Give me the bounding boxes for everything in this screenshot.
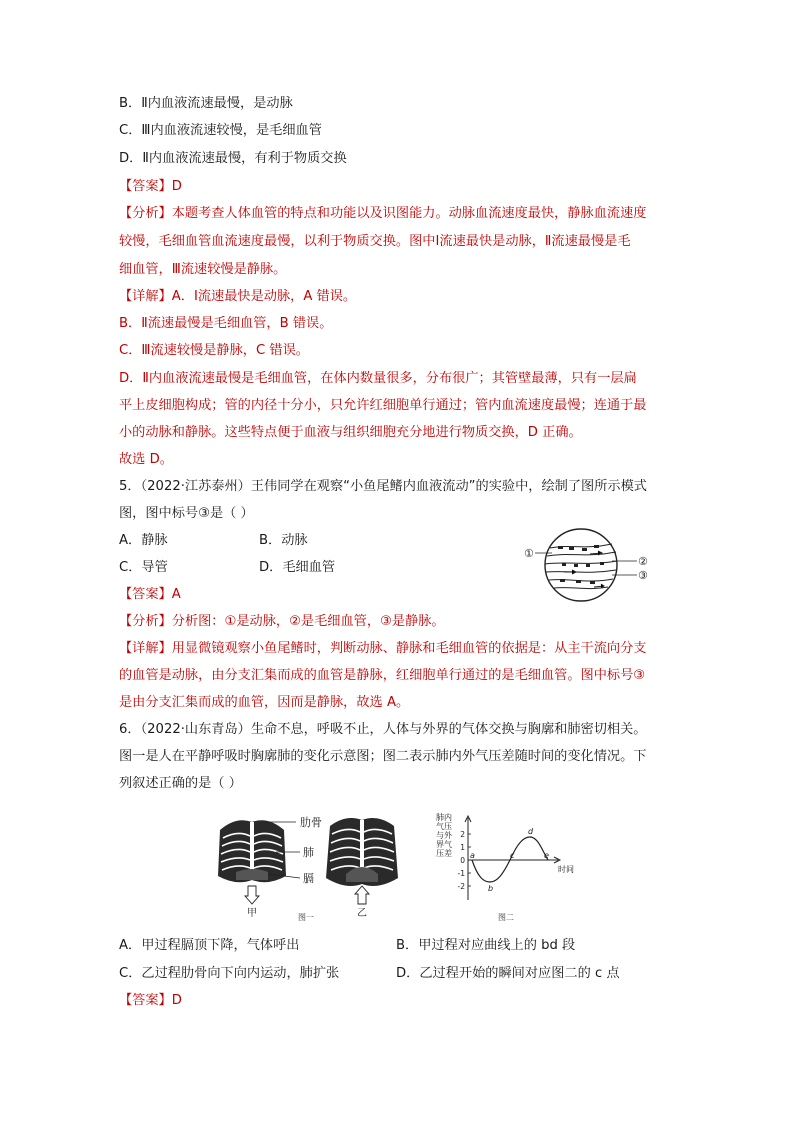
q5-analysis: 【分析】分析图：①是动脉，②是毛细血管，③是静脉。 xyxy=(119,614,445,629)
q5-stem-line-2: 图，图中标号③是（ ） xyxy=(119,506,254,521)
label-2: ② xyxy=(638,555,648,568)
q5-option-b: B．动脉 xyxy=(259,533,308,548)
q4-analysis-line-2: 较慢，毛细血管血流速度最慢，以利于物质交换。图中Ⅰ流速最快是动脉，Ⅱ流速最慢是毛 xyxy=(119,234,631,249)
q5-detail-line-1: 【详解】用显微镜观察小鱼尾鳍时，判断动脉、静脉和毛细血管的依据是：从主干流向分支 xyxy=(119,641,647,656)
q5-detail-line-2: 的血管是动脉，由分支汇集而成的血管是静脉，红细胞单行通过的是毛细血管。图中标号③ xyxy=(119,668,646,683)
q6-option-b: B．甲过程对应曲线上的 bd 段 xyxy=(396,938,576,953)
ribcage-yi xyxy=(326,818,398,904)
ylabel-5: 压差 xyxy=(436,849,452,858)
ylabel-4: 界气 xyxy=(436,840,452,849)
q6-option-d: D．乙过程开始的瞬间对应图二的 c 点 xyxy=(396,966,620,981)
ribcage-jia xyxy=(218,820,286,904)
q6-option-a: A．甲过程膈顶下降，气体呼出 xyxy=(119,938,300,953)
ylabel-2: 气压 xyxy=(436,822,452,831)
q5-option-a: A．静脉 xyxy=(119,533,168,548)
q4-option-d: D．Ⅱ内血液流速最慢，有利于物质交换 xyxy=(119,151,347,166)
label-1: ① xyxy=(524,547,534,560)
q4-option-b: B．Ⅱ内血液流速最慢，是动脉 xyxy=(119,96,293,111)
q4-option-c: C．Ⅲ内血液流速较慢，是毛细血管 xyxy=(119,123,322,138)
label-diaphragm: 膈 xyxy=(303,872,314,885)
q4-answer: 【答案】D xyxy=(119,179,182,194)
q4-conclusion: 故选 D。 xyxy=(119,452,173,467)
q6-stem-line-3: 列叙述正确的是（ ） xyxy=(119,776,242,791)
q6-answer: 【答案】D xyxy=(119,993,182,1008)
label-jia: 甲 xyxy=(247,908,257,919)
tick-minus-2: -2 xyxy=(457,882,465,891)
point-e: e xyxy=(544,851,549,860)
q5-detail-line-3: 是由分支汇集而成的血管，因而是静脉，故选 A。 xyxy=(119,695,410,710)
ylabel-1: 肺内 xyxy=(436,813,452,822)
q4-detail-line-2: B．Ⅱ流速最慢是毛细血管，B 错误。 xyxy=(119,316,333,331)
figure-1-caption: 图一 xyxy=(298,913,314,922)
tick-1: 1 xyxy=(460,843,465,852)
q5-answer: 【答案】A xyxy=(119,587,181,602)
tick-2: 2 xyxy=(460,830,465,839)
label-yi: 乙 xyxy=(357,908,367,919)
label-3: ③ xyxy=(638,569,648,582)
pressure-difference-chart xyxy=(434,812,584,924)
tick-0: 0 xyxy=(460,856,465,865)
q4-detail-line-3: C．Ⅲ流速较慢是静脉，C 错误。 xyxy=(119,343,309,358)
point-a: a xyxy=(470,851,475,860)
point-d: d xyxy=(528,827,534,836)
microscope-field-circle xyxy=(545,529,617,601)
point-c: c xyxy=(510,851,515,860)
figure-2-caption: 图二 xyxy=(498,913,514,922)
fish-tail-blood-flow-figure xyxy=(524,520,654,610)
q4-detail-line-6: 小的动脉和静脉。这些特点便于血液与组织细胞充分地进行物质交换，D 正确。 xyxy=(119,425,582,440)
q4-analysis-line-3: 细血管，Ⅲ流速较慢是静脉。 xyxy=(119,262,287,277)
q4-detail-line-5: 平上皮细胞构成；管的内径十分小，只允许红细胞单行通过；管内血流速度最慢；连通于最 xyxy=(119,398,647,413)
chest-cavity-figure xyxy=(206,812,406,924)
label-rib: 肋骨 xyxy=(300,816,322,829)
q4-detail-line-4: D．Ⅱ内血液流速最慢是毛细血管，在体内数量很多，分布很广；其管壁最薄，只有一层扁 xyxy=(119,371,637,386)
q4-detail-line-1: 【详解】A．Ⅰ流速最快是动脉，A 错误。 xyxy=(119,289,357,304)
tick-minus-1: -1 xyxy=(457,869,465,878)
q5-option-d: D．毛细血管 xyxy=(259,560,336,575)
xlabel: 时间 xyxy=(558,865,574,874)
label-lung: 肺 xyxy=(303,846,314,859)
q4-analysis-line-1: 【分析】本题考查人体血管的特点和功能以及识图能力。动脉血流速度最快，静脉血流速度 xyxy=(119,206,647,221)
q5-option-c: C．导管 xyxy=(119,560,168,575)
point-b: b xyxy=(488,884,494,893)
q6-option-c: C．乙过程肋骨向下向内运动，肺扩张 xyxy=(119,966,340,981)
ylabel-3: 与外 xyxy=(436,831,452,840)
q6-stem-line-1: 6．（2022·山东青岛）生命不息，呼吸不止，人体与外界的气体交换与胸廓和肺密切相关。 xyxy=(119,722,647,737)
q6-stem-line-2: 图一是人在平静呼吸时胸廓肺的变化示意图；图二表示肺内外气压差随时间的变化情况。下 xyxy=(119,749,647,764)
q5-stem-line-1: 5．（2022·江苏泰州）王伟同学在观察“小鱼尾鳍内血液流动”的实验中，绘制了图所示模式 xyxy=(119,479,647,494)
